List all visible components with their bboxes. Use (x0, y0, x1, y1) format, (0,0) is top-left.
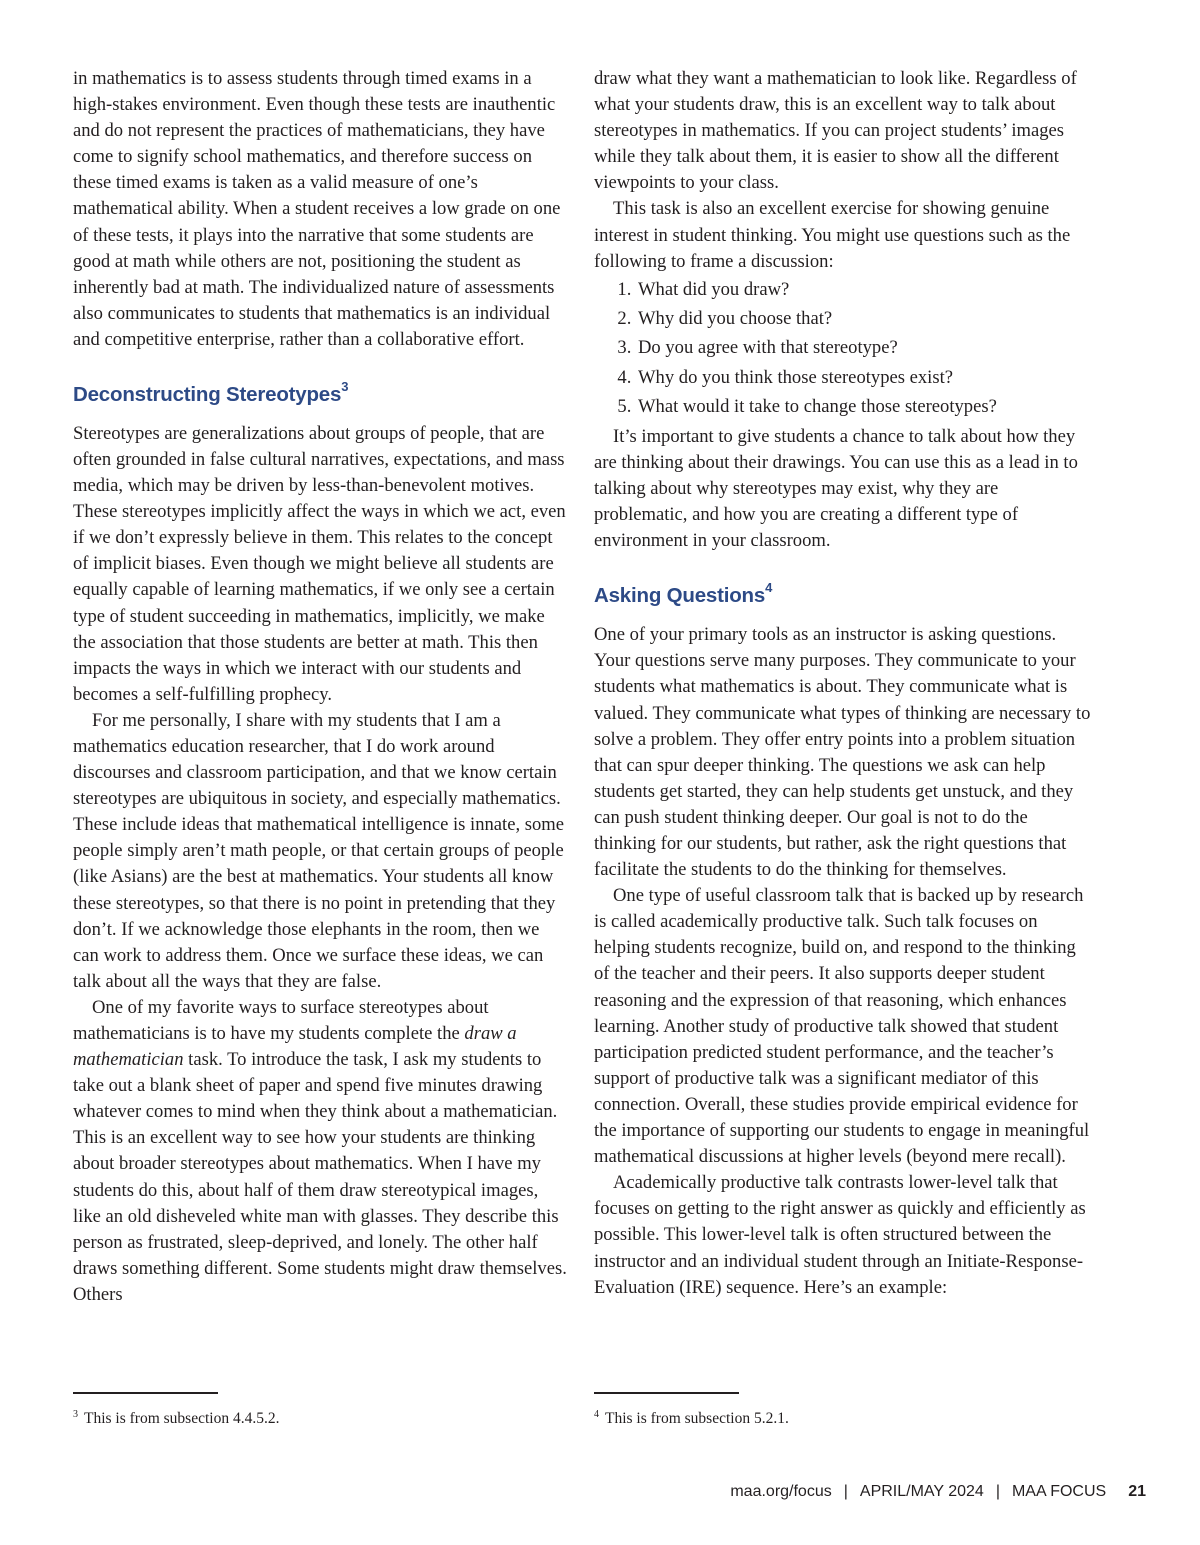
task-name: draw a mathematician (73, 1023, 517, 1071)
footer-separator: | (995, 1483, 1000, 1500)
footnote-number: 3 (73, 1409, 78, 1420)
list-item: 1. What did you draw? (636, 277, 1094, 303)
footer-issue: APRIL/MAY 2024 (859, 1483, 984, 1500)
heading-text: Deconstructing Stereotypes (73, 382, 342, 406)
footnote-marker: 3 (341, 379, 349, 395)
right-column (594, 66, 1094, 1301)
heading-text: Asking Questions (594, 584, 766, 608)
footnote-4 (594, 1405, 789, 1429)
body-paragraph: draw what they want a mathematician to look like. Regardless of what your students draw, this is an excellent way to talk about stereotypes in mathematics. If you can project students’ images while they talk about them, it is easier to show all the different viewpoints to your class. (594, 68, 1077, 194)
footnote-divider (594, 1392, 739, 1394)
body-paragraph: This task is also an excellent exercise for showing genuine interest in student thinking. You might use questions such as the following to frame a discussion: (594, 198, 1071, 272)
list-item: 3. Do you agree with that stereotype? (636, 335, 1094, 361)
body-paragraph: One of your primary tools as an instructor is asking questions. Your questions serve many purposes. They communicate to your students what mathematics is about. They communicate what is valued. They communicate what types of thinking are necessary to solve a problem. They offer entry points into a problem situation that can spur deeper thinking. The questions we ask can help students get started, they can help students get unstuck, and they can push student thinking deeper. Our goal is not to do the thinking for our students, but rather, ask the right questions that facilitate the students to do the thinking for themselves. (594, 624, 1091, 881)
list-item: 5. What would it take to change those stereotypes? (636, 394, 1094, 420)
page-footer (730, 1483, 1146, 1501)
footer-separator: | (843, 1483, 848, 1500)
page-number: 21 (1128, 1483, 1146, 1500)
footnote-marker: 4 (765, 580, 773, 596)
body-paragraph: One type of useful classroom talk that is backed up by research is called academically productive talk. Such talk focuses on helping students recognize, build on, and respond to the thinking of the teacher and their peers. It also supports deeper student reasoning and the expression of that reasoning, which enhances learning. Another study of productive talk showed that student participation predicted student performance, and the teacher’s support of productive talk was a significant mediator of this connection. Overall, these studies provide empirical evidence for the importance of supporting our students to engage in meaningful mathematical discussions at higher levels (beyond mere recall). (594, 885, 1090, 1168)
body-paragraph: Stereotypes are generalizations about groups of people, that are often grounded in false cultural narratives, expectations, and mass media, which may be driven by less-than-benevolent motives. These stereotypes implicitly affect the ways in which we act, even if we don’t expressly believe in them. This relates to the concept of implicit biases. Even though we might believe all students are equally capable of learning mathematics, if we only see a certain type of student succeeding in mathematics, implicitly, we make the association that those students are better at math. This then impacts the ways in which we interact with our students and becomes a self-fulfilling prophecy. (73, 422, 566, 705)
list-item: 2. Why did you choose that? (636, 306, 1094, 332)
list-item: 4. Why do you think those stereotypes exist? (636, 365, 1094, 391)
text-run: task. To introduce the task, I ask my students to take out a blank sheet of paper and spend five minutes drawing whatever comes to mind when they think about a mathematician. This is an excellent way to see how your students are thinking about broader stereotypes about mathematics. When I have my students do this, about half of them draw stereotypical images, like an old disheveled white man with glasses. They describe this person as frustrated, sleep-deprived, and lonely. The other half draws something different. Some students might draw themselves. Others (73, 1049, 567, 1305)
footnote-divider (73, 1392, 218, 1394)
footer-url: maa.org/focus (730, 1483, 832, 1500)
footnote-3 (73, 1405, 279, 1429)
footnote-text: This is from subsection 5.2.1. (605, 1410, 789, 1428)
discussion-questions-list (594, 277, 1094, 420)
section-heading-stereotypes (73, 381, 568, 407)
intro-paragraph: in mathematics is to assess students through timed exams in a high-stakes environment. Even though these tests are inauthentic and do not represent the practices of mathematicians, they have come to signify school mathematics, and therefore success on these timed exams is taken as a valid measure of one’s mathematical ability. When a student receives a low grade on one of these tests, it plays into the narrative that some students are good at math while others are not, positioning the student as inherently bad at math. The individualized nature of assessments also communicates to students that mathematics is an individual and competitive enterprise, rather than a collaborative effort. (73, 68, 561, 350)
body-paragraph: It’s important to give students a chance to talk about how they are thinking about their drawings. You can use this as a lead in to talking about why stereotypes may exist, why they are problematic, and how you are creating a different type of environment in your classroom. (594, 425, 1078, 552)
footnote-number: 4 (594, 1409, 599, 1420)
text-run: One of my favorite ways to surface stereotypes about mathematicians is to have my students complete the (73, 996, 489, 1045)
footnote-text: This is from subsection 4.4.5.2. (84, 1410, 280, 1428)
body-paragraph: Academically productive talk contrasts lower-level talk that focuses on getting to the right answer as quickly and efficiently as possible. This lower-level talk is often structured between the instructor and an individual student through an Initiate-Response-Evaluation (IRE) sequence. Here’s an example: (594, 1172, 1086, 1298)
footer-publication: MAA FOCUS (1011, 1483, 1107, 1500)
left-column (73, 66, 568, 1308)
section-heading-questions (594, 582, 1094, 608)
body-paragraph (73, 995, 568, 1308)
body-paragraph: For me personally, I share with my students that I am a mathematics education researcher, that I do work around discourses and classroom participation, and that we know certain stereotypes are ubiquitous in society, and especially mathematics. These include ideas that mathematical intelligence is innate, some people simply aren’t math people, or that certain groups of people (like Asians) are the best at mathematics. Your students all know these stereotypes, so that there is no point in pretending that they don’t. If we acknowledge those elephants in the room, then we can work to address them. Once we surface these ideas, we can talk about all the ways that they are false. (73, 709, 565, 992)
